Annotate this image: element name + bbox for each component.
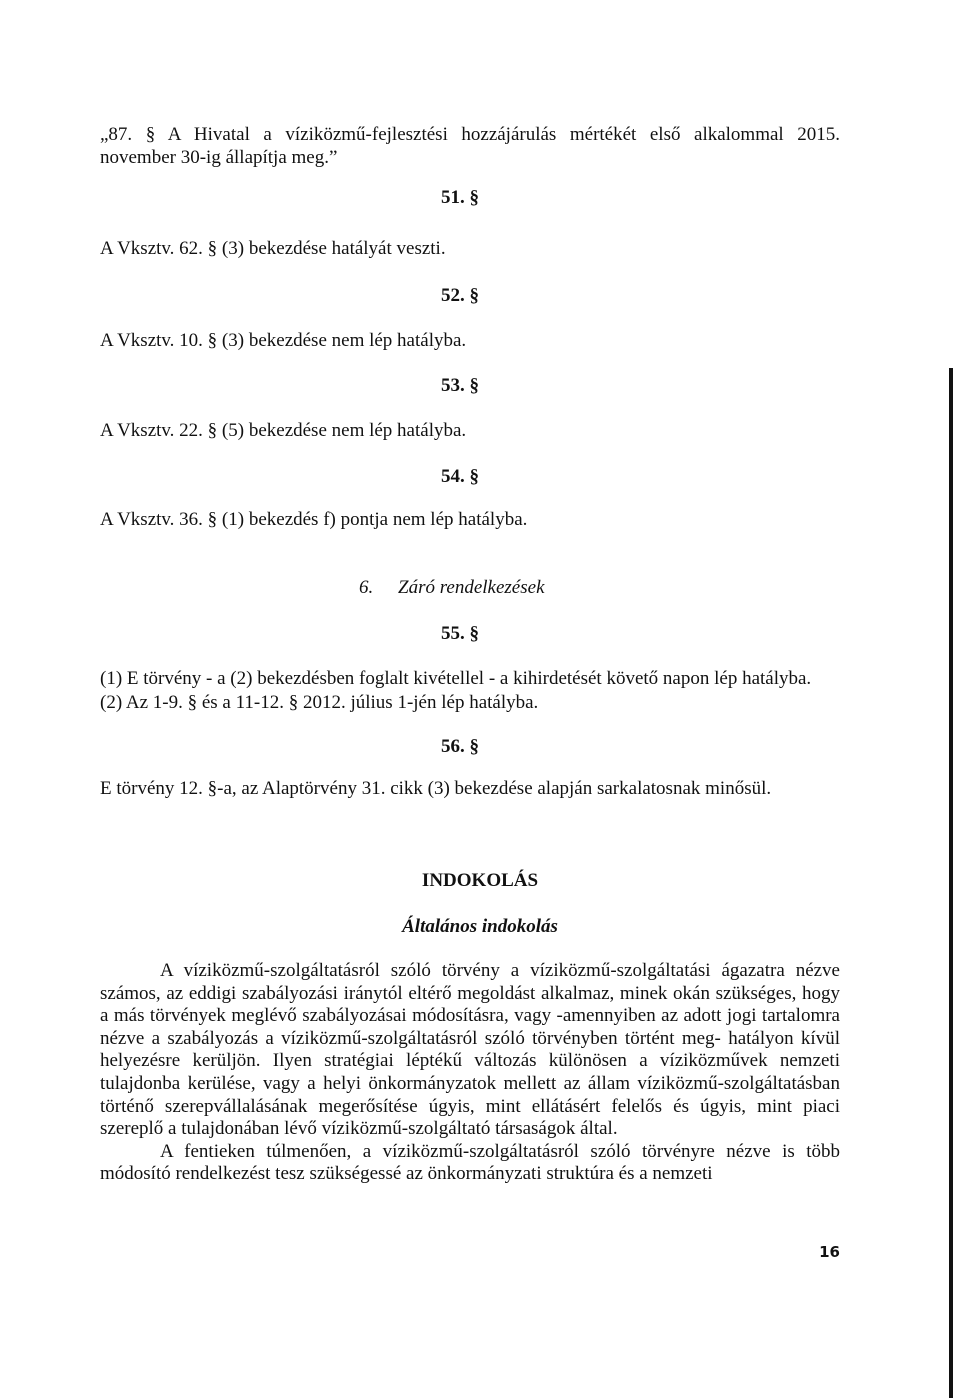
- section-87: [100, 124, 840, 169]
- indokolas-title: INDOKOLÁS: [421, 870, 539, 891]
- section-54-text: A Vksztv. 36. § (1) bekezdés f) pontja nem lép hatályba.: [100, 509, 528, 530]
- chapter-number: 6.: [359, 577, 374, 598]
- section-53-text: A Vksztv. 22. § (5) bekezdése nem lép hatályba.: [100, 420, 467, 441]
- indokolas-subtitle: Általános indokolás: [402, 916, 558, 937]
- page-number: 16: [819, 1243, 840, 1261]
- section-52-text: A Vksztv. 10. § (3) bekezdése nem lép hatályba.: [100, 330, 467, 351]
- section-87-line2: november 30-ig állapítja meg.”: [100, 146, 338, 168]
- chapter-title: Záró rendelkezések: [398, 577, 545, 598]
- section-55-heading: 55. §: [441, 623, 479, 644]
- section-87-line1: „87. § A Hivatal a víziközmű-fejlesztési hozzájárulás mértékét első alkalommal 2015.: [100, 124, 840, 145]
- section-55-paragraph-2: (2) Az 1-9. § és a 11-12. § 2012. július 1-jén lép hatályba.: [100, 692, 539, 713]
- section-54-heading: 54. §: [441, 466, 479, 487]
- indokolas-paragraph-1: A víziközmű-szolgáltatásról szóló törvény a víziközmű-szolgáltatási ágazatra nézve számos, az eddigi szabályozási iránytól eltérő megoldást alkalmaz, minek okán szükséges, hogy a más törvények meglévő szabályozásai módosításra, vagy -amennyiben az adott jogi tartalomra nézve a szabályozás a víziközmű-szolgáltatásról szóló törvényben történt meg- hatályon kívül helyezésre kerüljön. Ilyen stratégiai léptékű változás különösen a víziközművek nemzeti tulajdonba kerülése, vagy a helyi önkormányzatok mellett az állam víziközmű-szolgáltatásban történő szerepvállalásának megerősítése úgyis, mint ellátásért felelős és úgyis, mint piaci szereplő a tulajdonában lévő víziközmű-szolgáltató társaságok által.: [100, 960, 840, 1140]
- section-52-heading: 52. §: [441, 285, 479, 306]
- section-51-text: A Vksztv. 62. § (3) bekezdése hatályát veszti.: [100, 238, 446, 259]
- scan-edge-bar: [949, 368, 953, 1398]
- section-56-text: E törvény 12. §-a, az Alaptörvény 31. cikk (3) bekezdése alapján sarkalatosnak minősül.: [100, 778, 772, 799]
- section-55-paragraph-1: (1) E törvény - a (2) bekezdésben foglalt kivétellel - a kihirdetését követő napon lép hatályba.: [100, 668, 812, 689]
- section-53-heading: 53. §: [441, 375, 479, 396]
- indokolas-paragraph-2: A fentieken túlmenően, a víziközmű-szolgáltatásról szóló törvényre nézve is több módosító rendelkezést tesz szükségessé az önkormányzati struktúra és a nemzeti: [100, 1140, 840, 1185]
- section-56-heading: 56. §: [441, 736, 479, 757]
- indokolas-body: [100, 960, 840, 1186]
- section-51-heading: 51. §: [441, 187, 479, 208]
